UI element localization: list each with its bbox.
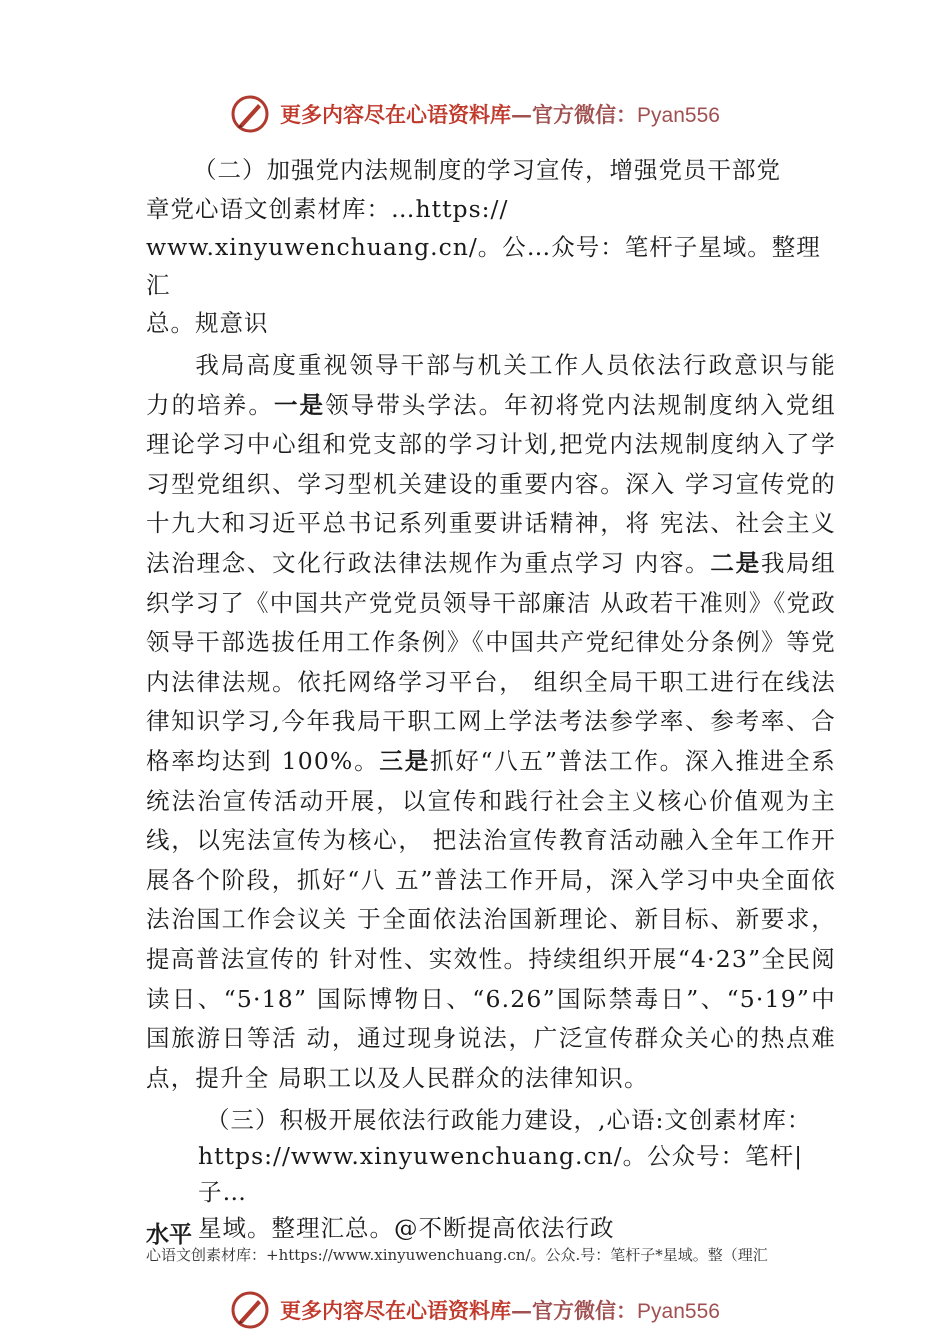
emphasis-second: 二是 (710, 548, 761, 577)
section-heading-3: （三）积极开展依法行政能力建设，,心语:文创素材库： https://www.xinyuwenchuang.cn/。公众号：笔杆|子… 星域。整理汇总。@不断提高依法行政 (198, 1106, 812, 1243)
emphasis-first: 一是 (273, 390, 326, 419)
document-body (146, 150, 836, 1246)
section-heading-2: （二）加强党内法规制度的学习宣传，增强党员干部党 (193, 156, 781, 184)
footer-banner (0, 1288, 950, 1332)
emphasis-third: 三是 (379, 746, 430, 775)
pen-logo-icon (230, 94, 270, 134)
text-fragment: 水平 (146, 1221, 192, 1248)
header-banner (0, 92, 950, 136)
banner-text: 更多内容尽在心语资料库—官方微信：Pyan556 (280, 1298, 720, 1323)
banner-text: 更多内容尽在心语资料库—官方微信：Pyan556 (280, 102, 720, 127)
watermark-note: 章党心语文创素材库：…https:// www.xinyuwenchuang.cn/。公…众号：笔杆子星域。整理汇 总。规意识 (146, 195, 821, 337)
footer-note: 心语文创素材库：+https://www.xinyuwenchuang.cn/。公众.号：笔杆子*星域。整（理汇 (146, 1246, 768, 1264)
pen-logo-icon (230, 1290, 270, 1330)
body-paragraph: 我局高度重视领导干部与机关工作人员依法行政意识与能力的培养。一是领导带头学法。年初将党内法规制度纳入党组理论学习中心组和党支部的学习计划,把党内法规制度纳入了学习型党组织、学习型机关建设的重要内容。深入 学习宣传党的十九大和习近平总书记系列重要讲话精神，将 宪法、社会主义法治理念、文化行政法律法规作为重点学习 内容。二是我局组织学习了《中国共产党党员领导干部廉洁 从政若干准则》《党政领导干部选拔任用工作条例》《中国共产党纪律处分条例》等党内法律法规。依托网络学习平台， 组织全局干职工进行在线法律知识学习,今年我局干职工网上学法考法参学率、参考率、合格率均达到 100%。三是抓好“八五”普法工作。深入推进全系统法治宣传活动开展，以宣传和践行社会主义核心价值观为主线，以宪法宣传为核心， 把法治宣传教育活动融入全年工作开展各个阶段，抓好“八 五”普法工作开局，深入学习中央全面依法治国工作会议关 于全面依法治国新理论、新目标、新要求，提高普法宣传的 针对性、实效性。持续组织开展“4·23”全民阅读日、“5·18” 国际博物日、“6.26”国际禁毒日”、“5·19”中国旅游日等活 动，通过现身说法，广泛宣传群众关心的热点难点，提升全 局职工以及人民群众的法律知识。 (146, 351, 837, 1092)
